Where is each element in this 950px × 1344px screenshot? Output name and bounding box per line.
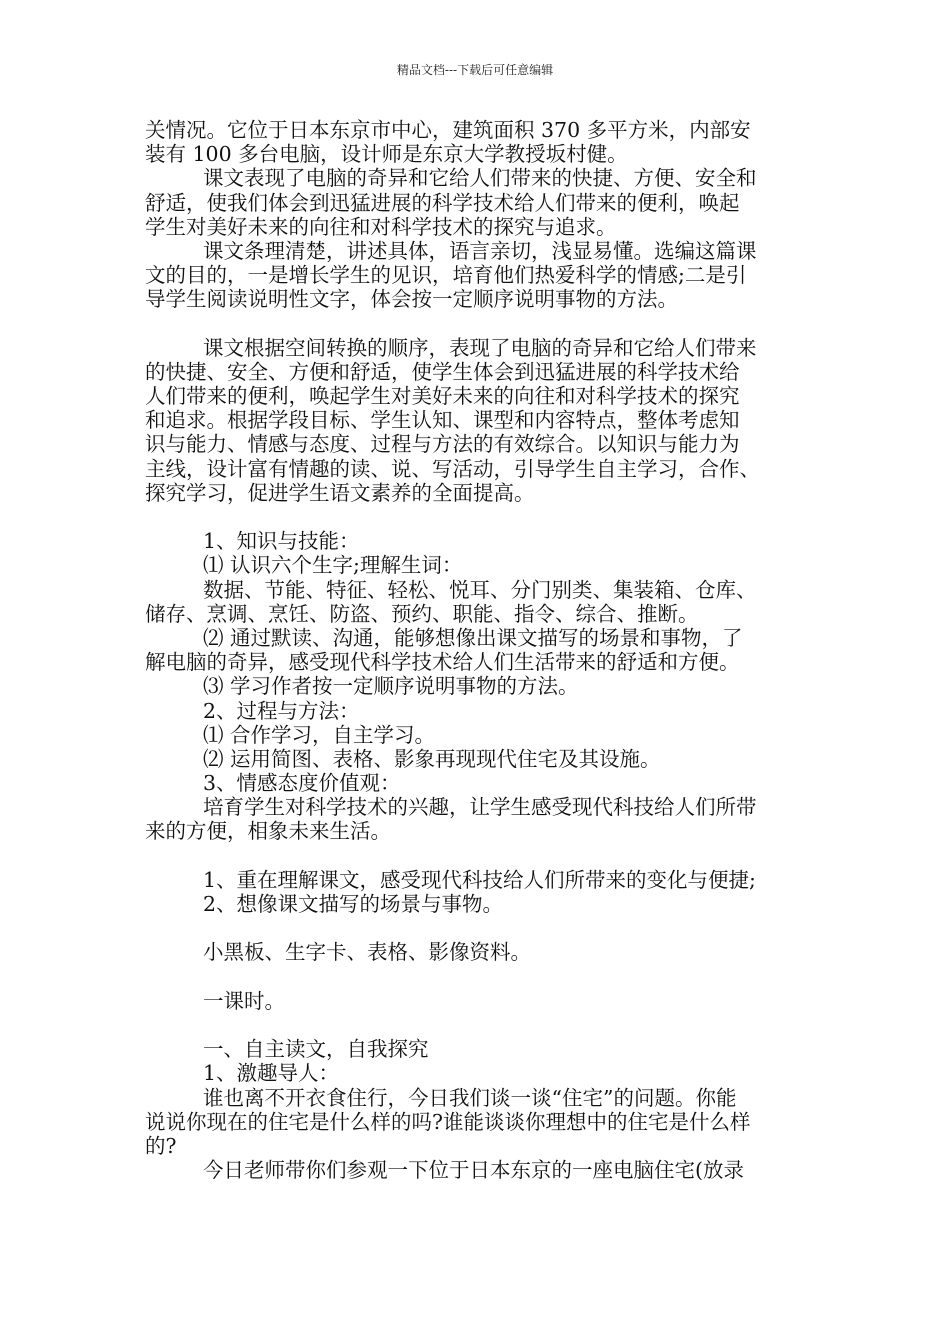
text-line: 解电脑的奇异，感受现代科学技术给人们生活带来的舒适和方便。 <box>145 650 740 675</box>
text-line: 储存、烹调、烹饪、防盗、预约、职能、指令、综合、推断。 <box>145 601 699 626</box>
blank-line <box>145 312 835 336</box>
text-line: 文的目的，一是增长学生的见识，培育他们热爱科学的情感;二是引 <box>145 263 747 288</box>
text-line: 舒适，使我们体会到迅猛进展的科学技术给人们带来的便利，唤起 <box>145 190 740 215</box>
text-line: 装有 100 多台电脑，设计师是东京大学教授坂村健。 <box>145 142 628 167</box>
text-line: 1、重在理解课文，感受现代科技给人们所带来的变化与便捷; <box>203 867 756 892</box>
text-line: 1、激趣导人： <box>203 1061 340 1086</box>
page-header: 精品文档---下载后可任意编辑 <box>396 63 554 77</box>
text-line: 来的方便，相象未来生活。 <box>145 819 391 844</box>
text-line: 学生对美好未来的向往和对科学技术的探究与追求。 <box>145 214 617 239</box>
text-line: 1、知识与技能： <box>203 529 360 554</box>
text-line: 说说你现在的住宅是什么样的吗?谁能谈谈你理想中的住宅是什么样 <box>145 1109 751 1134</box>
text-line: 和追求。根据学段目标、学生认知、课型和内容特点，整体考虑知 <box>145 408 740 433</box>
blank-line <box>145 1013 835 1037</box>
text-line: 3、情感态度价值观： <box>203 771 401 796</box>
text-line: 导学生阅读说明性文字，体会按一定顺序说明事物的方法。 <box>145 287 678 312</box>
text-line: 数据、节能、特征、轻松、悦耳、分门别类、集装箱、仓库、 <box>203 577 757 602</box>
text-line: 谁也离不开衣食住行，今日我们谈一谈“住宅”的问题。你能 <box>203 1085 737 1110</box>
text-line: 人们带来的便利，唤起学生对美好未来的向往和对科学技术的探究 <box>145 384 740 409</box>
text-line: 培育学生对科学技术的兴趣，让学生感受现代科技给人们所带 <box>203 795 757 820</box>
blank-line <box>145 505 835 529</box>
text-line: 课文根据空间转换的顺序，表现了电脑的奇异和它给人们带来 <box>203 335 757 360</box>
text-line: ⑴ 认识六个生字;理解生词： <box>203 553 463 578</box>
text-line: 一、自主读文，自我探究 <box>203 1037 429 1062</box>
text-line: 小黑板、生字卡、表格、影像资料。 <box>203 940 531 965</box>
text-line: 探究学习，促进学生语文素养的全面提高。 <box>145 480 535 505</box>
text-line: 2、过程与方法： <box>203 698 360 723</box>
blank-line <box>145 965 835 989</box>
text-line: ⑵ 运用简图、表格、影象再现现代住宅及其设施。 <box>203 746 661 771</box>
text-line: 今日老师带你们参观一下位于日本东京的一座电脑住宅(放录 <box>203 1158 744 1183</box>
text-line: 的快捷、安全、方便和舒适，使学生体会到迅猛进展的科学技术给 <box>145 359 740 384</box>
blank-line <box>145 844 835 868</box>
text-line: 关情况。它位于日本东京市中心，建筑面积 370 多平方米，内部安 <box>145 118 751 142</box>
text-line: ⑴ 合作学习，自主学习。 <box>203 722 436 747</box>
text-line: 主线，设计富有情趣的读、说、写活动，引导学生自主学习，合作、 <box>145 456 760 481</box>
text-line: 识与能力、情感与态度、过程与方法的有效综合。以知识与能力为 <box>145 432 740 457</box>
text-line: 2、想像课文描写的场景与事物。 <box>203 892 504 916</box>
text-line: ⑵ 通过默读、沟通，能够想像出课文描写的场景和事物，了 <box>203 625 743 650</box>
blank-line <box>145 916 835 940</box>
text-line: 课文条理清楚，讲述具体，语言亲切，浅显易懂。选编这篇课 <box>203 238 757 263</box>
text-line: 的? <box>145 1133 177 1158</box>
text-line: 一课时。 <box>203 988 285 1013</box>
document-body <box>145 118 835 1182</box>
text-line: ⑶ 学习作者按一定顺序说明事物的方法。 <box>203 674 579 699</box>
text-line: 课文表现了电脑的奇异和它给人们带来的快捷、方便、安全和 <box>203 166 757 191</box>
